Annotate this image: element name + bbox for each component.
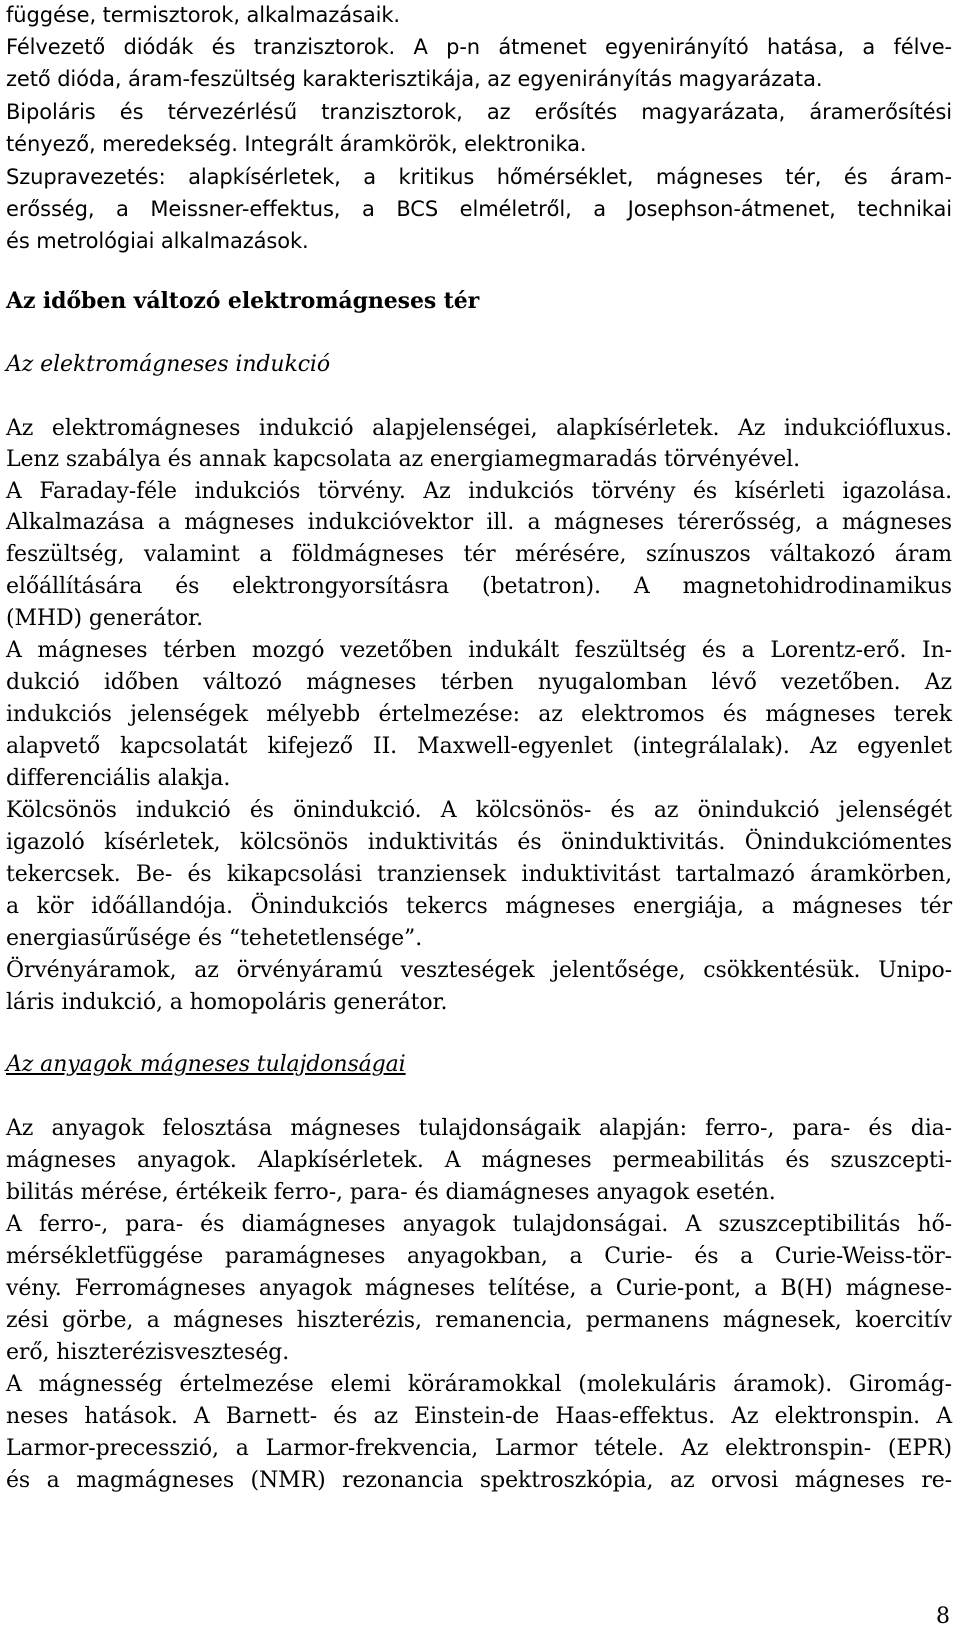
text-line: Örvényáramok, az örvényáramú veszteségek jelentősége, csökkentésük. Unipo-	[6, 958, 952, 983]
text-line: erősség, a Meissner-effektus, a BCS elméletről, a Josephson-átmenet, technikai	[6, 197, 952, 221]
text-line: tekercsek. Be- és kikapcsolási tranziensek induktivitást tartalmazó áramkörben,	[6, 862, 952, 887]
text-line: A Faraday-féle indukciós törvény. Az indukciós törvény és kísérleti igazolása.	[6, 479, 952, 504]
text-line: Lenz szabálya és annak kapcsolata az energiamegmaradás törvényével.	[6, 447, 801, 472]
section-heading: Az időben változó elektromágneses tér	[6, 288, 480, 314]
text-line: (MHD) generátor.	[6, 606, 204, 631]
text-line: Larmor-precesszió, a Larmor-frekvencia, Larmor tétele. Az elektronspin- (EPR)	[6, 1436, 952, 1461]
page-number: 8	[936, 1604, 950, 1629]
text-line: és a magmágneses (NMR) rezonancia spektroszkópia, az orvosi mágneses re-	[6, 1468, 952, 1493]
text-line: indukciós jelenségek mélyebb értelmezése: az elektromos és mágneses terek	[6, 702, 952, 727]
text-line: energiasűrűsége és “tehetetlensége”.	[6, 926, 423, 951]
text-line: Alkalmazása a mágneses indukcióvektor ill. a mágneses térerősség, a mágneses	[6, 510, 952, 535]
text-line: függése, termisztorok, alkalmazásaik.	[6, 3, 400, 27]
text-line: igazoló kísérletek, kölcsönös induktivitás és öninduktivitás. Önindukciómentes	[6, 830, 952, 855]
text-line: láris indukció, a homopoláris generátor.	[6, 990, 448, 1015]
text-line: bilitás mérése, értékeik ferro-, para- és diamágneses anyagok esetén.	[6, 1180, 776, 1205]
text-line: differenciális alakja.	[6, 766, 231, 791]
text-line: feszültség, valamint a földmágneses tér mérésére, színuszos váltakozó áram	[6, 542, 952, 567]
text-line: mágneses anyagok. Alapkísérletek. A mágneses permeabilitás és szuszcepti-	[6, 1148, 952, 1173]
text-line: A ferro-, para- és diamágneses anyagok tulajdonságai. A szuszceptibilitás hő-	[6, 1212, 952, 1237]
text-line: és metrológiai alkalmazások.	[6, 229, 309, 253]
subsection-heading: Az anyagok mágneses tulajdonságai	[6, 1052, 406, 1077]
text-line: zési görbe, a mágneses hiszterézis, remanencia, permanens mágnesek, koercitív	[6, 1308, 952, 1333]
text-line: alapvető kapcsolatát kifejező II. Maxwell-egyenlet (integrálalak). Az egyenlet	[6, 734, 952, 759]
text-line: dukció időben változó mágneses térben nyugalomban lévő vezetőben. Az	[6, 670, 952, 695]
text-line: előállítására és elektrongyorsításra (betatron). A magnetohidrodinamikus	[6, 574, 952, 599]
text-line: Bipoláris és térvezérlésű tranzisztorok, az erősítés magyarázata, áramerősítési	[6, 100, 952, 124]
text-line: zető dióda, áram-feszültség karakterisztikája, az egyenirányítás magyarázata.	[6, 67, 823, 91]
text-line: mérsékletfüggése paramágneses anyagokban, a Curie- és a Curie-Weiss-tör-	[6, 1244, 952, 1269]
text-line: Félvezető diódák és tranzisztorok. A p-n átmenet egyenirányító hatása, a félve-	[6, 35, 952, 59]
text-line: Az anyagok felosztása mágneses tulajdonságaik alapján: ferro-, para- és dia-	[6, 1116, 952, 1141]
text-line: Szupravezetés: alapkísérletek, a kritikus hőmérséklet, mágneses tér, és áram-	[6, 165, 952, 189]
text-line: vény. Ferromágneses anyagok mágneses telítése, a Curie-pont, a B(H) mágnese-	[6, 1276, 952, 1301]
text-line: Az elektromágneses indukció alapjelenségei, alapkísérletek. Az indukciófluxus.	[6, 416, 952, 441]
text-line: tényező, meredekség. Integrált áramkörök, elektronika.	[6, 132, 587, 156]
text-line: neses hatások. A Barnett- és az Einstein-de Haas-effektus. Az elektronspin. A	[6, 1404, 952, 1429]
text-line: Kölcsönös indukció és önindukció. A kölcsönös- és az önindukció jelenségét	[6, 798, 952, 823]
text-line: a kör időállandója. Önindukciós tekercs mágneses energiája, a mágneses tér	[6, 894, 952, 919]
subsection-heading: Az elektromágneses indukció	[6, 352, 331, 377]
text-line: A mágnesség értelmezése elemi köráramokkal (molekuláris áramok). Giromág-	[6, 1372, 952, 1397]
text-line: erő, hiszterézisveszteség.	[6, 1340, 290, 1365]
text-line: A mágneses térben mozgó vezetőben indukált feszültség és a Lorentz-erő. In-	[6, 638, 952, 663]
